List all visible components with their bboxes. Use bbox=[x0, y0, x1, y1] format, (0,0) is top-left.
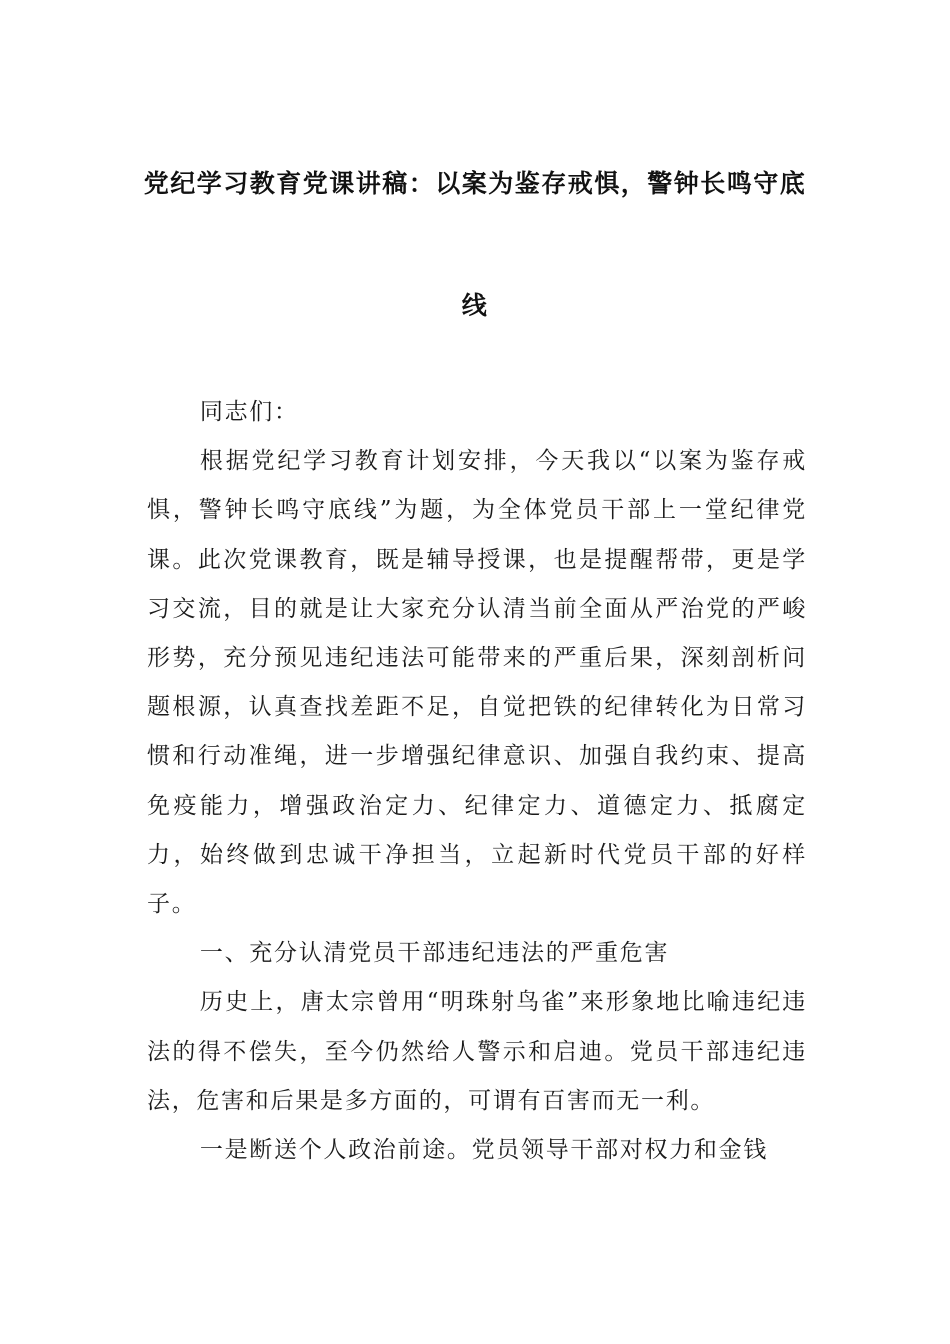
body-paragraph: 根据党纪学习教育计划安排，今天我以“以案为鉴存戒惧，警钟长鸣守底线”为题，为全体党员干部上一堂纪律党课。此次党课教育，既是辅导授课，也是提醒帮带，更是学习交流，目的就是让大家充分认清当前全面从严治党的严峻形势，充分预见违纪违法可能带来的严重后果，深刻剖析问题根源，认真查找差距不足，自觉把铁的纪律转化为日常习惯和行动准绳，进一步增强纪律意识、加强自我约束、提高免疫能力，增强政治定力、纪律定力、道德定力、抵腐定力，始终做到忠诚干净担当，立起新时代党员干部的好样子。 bbox=[147, 448, 807, 918]
document-title-continuation: 线 bbox=[461, 291, 489, 320]
salutation: 同志们： bbox=[199, 399, 299, 425]
document-body bbox=[147, 388, 807, 1175]
body-paragraph: 历史上，唐太宗曾用“明珠射鸟雀”来形象地比喻违纪违法的得不偿失，至今仍然给人警示和启迪。党员干部违纪违法，危害和后果是多方面的，可谓有百害而无一利。 bbox=[147, 989, 807, 1114]
document-title: 党纪学习教育党课讲稿：以案为鉴存戒惧，警钟长鸣守底 bbox=[143, 169, 807, 198]
body-paragraph: 一是断送个人政治前途。党员领导干部对权力和金钱 bbox=[199, 1137, 768, 1164]
section-heading: 一、充分认清党员干部违纪违法的严重危害 bbox=[199, 940, 670, 967]
